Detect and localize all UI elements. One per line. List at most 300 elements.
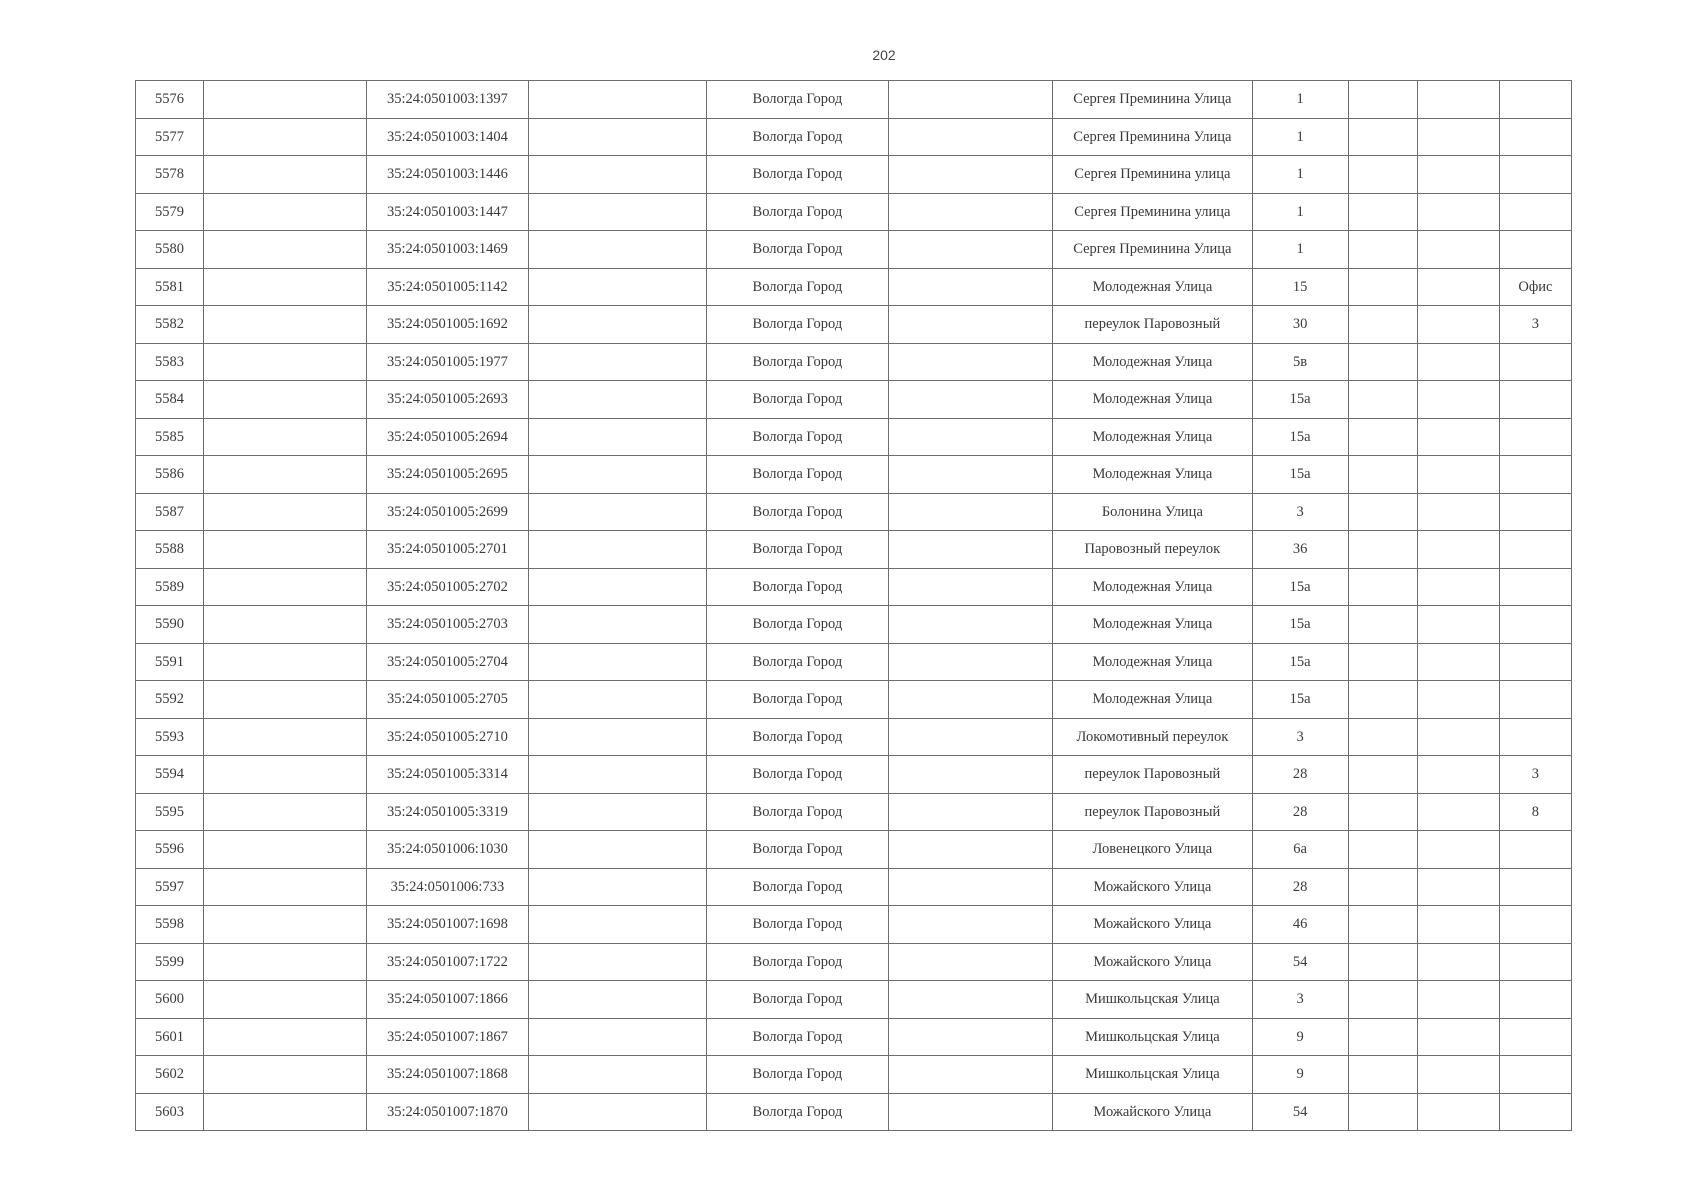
row-number-cell: 5576 bbox=[136, 81, 204, 119]
street-cell: Сергея Преминина улица bbox=[1053, 193, 1252, 231]
empty-cell bbox=[889, 81, 1053, 119]
street-cell: Сергея Преминина Улица bbox=[1053, 118, 1252, 156]
empty-cell bbox=[1348, 718, 1417, 756]
city-cell: Вологда Город bbox=[706, 981, 888, 1019]
empty-cell bbox=[528, 1056, 706, 1094]
empty-cell bbox=[1417, 681, 1499, 719]
empty-cell bbox=[1348, 156, 1417, 194]
empty-cell bbox=[889, 868, 1053, 906]
cadastral-number-cell: 35:24:0501005:2694 bbox=[367, 418, 528, 456]
table-row bbox=[136, 156, 1572, 194]
empty-cell bbox=[889, 418, 1053, 456]
empty-cell bbox=[528, 681, 706, 719]
empty-cell bbox=[889, 606, 1053, 644]
cadastral-number-cell: 35:24:0501003:1397 bbox=[367, 81, 528, 119]
house-number-cell: 54 bbox=[1252, 1093, 1348, 1131]
row-number-cell: 5577 bbox=[136, 118, 204, 156]
table-row bbox=[136, 981, 1572, 1019]
premises-cell bbox=[1499, 681, 1571, 719]
street-cell: Молодежная Улица bbox=[1053, 456, 1252, 494]
empty-cell bbox=[528, 231, 706, 269]
row-number-cell: 5599 bbox=[136, 943, 204, 981]
row-number-cell: 5581 bbox=[136, 268, 204, 306]
house-number-cell: 36 bbox=[1252, 531, 1348, 569]
city-cell: Вологда Город bbox=[706, 231, 888, 269]
house-number-cell: 15а bbox=[1252, 643, 1348, 681]
city-cell: Вологда Город bbox=[706, 793, 888, 831]
empty-cell bbox=[889, 981, 1053, 1019]
cadastral-number-cell: 35:24:0501006:733 bbox=[367, 868, 528, 906]
street-cell: Болонина Улица bbox=[1053, 493, 1252, 531]
city-cell: Вологда Город bbox=[706, 718, 888, 756]
row-number-cell: 5594 bbox=[136, 756, 204, 794]
premises-cell bbox=[1499, 943, 1571, 981]
empty-cell bbox=[1348, 268, 1417, 306]
empty-cell bbox=[204, 643, 367, 681]
empty-cell bbox=[1417, 1018, 1499, 1056]
premises-cell bbox=[1499, 1056, 1571, 1094]
house-number-cell: 3 bbox=[1252, 718, 1348, 756]
empty-cell bbox=[889, 493, 1053, 531]
city-cell: Вологда Город bbox=[706, 568, 888, 606]
table-body bbox=[136, 81, 1572, 1131]
empty-cell bbox=[528, 156, 706, 194]
house-number-cell: 15а bbox=[1252, 606, 1348, 644]
row-number-cell: 5601 bbox=[136, 1018, 204, 1056]
empty-cell bbox=[1348, 831, 1417, 869]
city-cell: Вологда Город bbox=[706, 1018, 888, 1056]
premises-cell bbox=[1499, 231, 1571, 269]
street-cell: Сергея Преминина Улица bbox=[1053, 81, 1252, 119]
empty-cell bbox=[1348, 418, 1417, 456]
page-number: 202 bbox=[872, 47, 896, 63]
empty-cell bbox=[1348, 906, 1417, 944]
house-number-cell: 28 bbox=[1252, 793, 1348, 831]
street-cell: Можайского Улица bbox=[1053, 868, 1252, 906]
empty-cell bbox=[204, 606, 367, 644]
row-number-cell: 5595 bbox=[136, 793, 204, 831]
empty-cell bbox=[889, 381, 1053, 419]
empty-cell bbox=[528, 756, 706, 794]
table-row bbox=[136, 381, 1572, 419]
cadastral-number-cell: 35:24:0501003:1469 bbox=[367, 231, 528, 269]
empty-cell bbox=[204, 456, 367, 494]
empty-cell bbox=[1348, 381, 1417, 419]
table-row bbox=[136, 831, 1572, 869]
house-number-cell: 6а bbox=[1252, 831, 1348, 869]
house-number-cell: 15а bbox=[1252, 418, 1348, 456]
row-number-cell: 5589 bbox=[136, 568, 204, 606]
empty-cell bbox=[1417, 118, 1499, 156]
empty-cell bbox=[528, 81, 706, 119]
cadastral-number-cell: 35:24:0501007:1868 bbox=[367, 1056, 528, 1094]
table-row bbox=[136, 568, 1572, 606]
empty-cell bbox=[528, 981, 706, 1019]
table-row bbox=[136, 606, 1572, 644]
street-cell: Молодежная Улица bbox=[1053, 343, 1252, 381]
cadastral-number-cell: 35:24:0501005:2693 bbox=[367, 381, 528, 419]
table-row bbox=[136, 306, 1572, 344]
empty-cell bbox=[204, 156, 367, 194]
empty-cell bbox=[1417, 868, 1499, 906]
empty-cell bbox=[204, 943, 367, 981]
empty-cell bbox=[1348, 493, 1417, 531]
empty-cell bbox=[889, 756, 1053, 794]
row-number-cell: 5600 bbox=[136, 981, 204, 1019]
empty-cell bbox=[204, 568, 367, 606]
cadastral-number-cell: 35:24:0501005:1692 bbox=[367, 306, 528, 344]
empty-cell bbox=[1348, 81, 1417, 119]
cadastral-number-cell: 35:24:0501007:1698 bbox=[367, 906, 528, 944]
premises-cell: 3 bbox=[1499, 306, 1571, 344]
street-cell: Можайского Улица bbox=[1053, 943, 1252, 981]
row-number-cell: 5588 bbox=[136, 531, 204, 569]
street-cell: Локомотивный переулок bbox=[1053, 718, 1252, 756]
empty-cell bbox=[889, 681, 1053, 719]
house-number-cell: 15 bbox=[1252, 268, 1348, 306]
empty-cell bbox=[1417, 568, 1499, 606]
empty-cell bbox=[204, 531, 367, 569]
table-row bbox=[136, 418, 1572, 456]
city-cell: Вологда Город bbox=[706, 418, 888, 456]
empty-cell bbox=[528, 268, 706, 306]
empty-cell bbox=[889, 831, 1053, 869]
empty-cell bbox=[1417, 156, 1499, 194]
street-cell: Можайского Улица bbox=[1053, 906, 1252, 944]
premises-cell bbox=[1499, 831, 1571, 869]
street-cell: Мишкольцская Улица bbox=[1053, 1018, 1252, 1056]
cadastral-number-cell: 35:24:0501003:1446 bbox=[367, 156, 528, 194]
house-number-cell: 15а bbox=[1252, 681, 1348, 719]
empty-cell bbox=[204, 718, 367, 756]
house-number-cell: 9 bbox=[1252, 1018, 1348, 1056]
empty-cell bbox=[1417, 268, 1499, 306]
city-cell: Вологда Город bbox=[706, 156, 888, 194]
empty-cell bbox=[528, 456, 706, 494]
street-cell: Молодежная Улица bbox=[1053, 643, 1252, 681]
row-number-cell: 5587 bbox=[136, 493, 204, 531]
empty-cell bbox=[528, 193, 706, 231]
row-number-cell: 5591 bbox=[136, 643, 204, 681]
street-cell: Сергея Преминина Улица bbox=[1053, 231, 1252, 269]
empty-cell bbox=[528, 531, 706, 569]
city-cell: Вологда Город bbox=[706, 643, 888, 681]
premises-cell bbox=[1499, 1093, 1571, 1131]
empty-cell bbox=[1417, 981, 1499, 1019]
house-number-cell: 54 bbox=[1252, 943, 1348, 981]
row-number-cell: 5586 bbox=[136, 456, 204, 494]
empty-cell bbox=[528, 568, 706, 606]
premises-cell bbox=[1499, 381, 1571, 419]
empty-cell bbox=[528, 906, 706, 944]
city-cell: Вологда Город bbox=[706, 868, 888, 906]
empty-cell bbox=[1348, 118, 1417, 156]
street-cell: Молодежная Улица bbox=[1053, 381, 1252, 419]
house-number-cell: 1 bbox=[1252, 231, 1348, 269]
row-number-cell: 5602 bbox=[136, 1056, 204, 1094]
table-row bbox=[136, 193, 1572, 231]
city-cell: Вологда Город bbox=[706, 906, 888, 944]
street-cell: Мишкольцская Улица bbox=[1053, 1056, 1252, 1094]
table-row bbox=[136, 268, 1572, 306]
empty-cell bbox=[528, 868, 706, 906]
street-cell: Молодежная Улица bbox=[1053, 268, 1252, 306]
empty-cell bbox=[528, 793, 706, 831]
row-number-cell: 5582 bbox=[136, 306, 204, 344]
premises-cell: 8 bbox=[1499, 793, 1571, 831]
empty-cell bbox=[1417, 418, 1499, 456]
empty-cell bbox=[528, 643, 706, 681]
empty-cell bbox=[1417, 606, 1499, 644]
table-row bbox=[136, 718, 1572, 756]
table-row bbox=[136, 868, 1572, 906]
cadastral-number-cell: 35:24:0501005:2703 bbox=[367, 606, 528, 644]
empty-cell bbox=[528, 493, 706, 531]
city-cell: Вологда Город bbox=[706, 831, 888, 869]
house-number-cell: 15а bbox=[1252, 456, 1348, 494]
empty-cell bbox=[1417, 1093, 1499, 1131]
empty-cell bbox=[204, 193, 367, 231]
empty-cell bbox=[1348, 868, 1417, 906]
empty-cell bbox=[204, 343, 367, 381]
empty-cell bbox=[1417, 343, 1499, 381]
row-number-cell: 5598 bbox=[136, 906, 204, 944]
empty-cell bbox=[889, 568, 1053, 606]
city-cell: Вологда Город bbox=[706, 118, 888, 156]
city-cell: Вологда Город bbox=[706, 943, 888, 981]
premises-cell bbox=[1499, 418, 1571, 456]
empty-cell bbox=[889, 1018, 1053, 1056]
empty-cell bbox=[528, 381, 706, 419]
empty-cell bbox=[204, 493, 367, 531]
empty-cell bbox=[1348, 193, 1417, 231]
premises-cell bbox=[1499, 156, 1571, 194]
empty-cell bbox=[1348, 643, 1417, 681]
empty-cell bbox=[1417, 306, 1499, 344]
empty-cell bbox=[528, 418, 706, 456]
house-number-cell: 9 bbox=[1252, 1056, 1348, 1094]
empty-cell bbox=[204, 1056, 367, 1094]
empty-cell bbox=[528, 831, 706, 869]
premises-cell bbox=[1499, 568, 1571, 606]
empty-cell bbox=[1417, 493, 1499, 531]
cadastral-number-cell: 35:24:0501005:3319 bbox=[367, 793, 528, 831]
empty-cell bbox=[889, 1056, 1053, 1094]
cadastral-number-cell: 35:24:0501005:2705 bbox=[367, 681, 528, 719]
empty-cell bbox=[1348, 606, 1417, 644]
house-number-cell: 1 bbox=[1252, 156, 1348, 194]
row-number-cell: 5592 bbox=[136, 681, 204, 719]
table-row bbox=[136, 943, 1572, 981]
empty-cell bbox=[528, 306, 706, 344]
street-cell: Ловенецкого Улица bbox=[1053, 831, 1252, 869]
empty-cell bbox=[1417, 756, 1499, 794]
premises-cell bbox=[1499, 1018, 1571, 1056]
premises-cell bbox=[1499, 906, 1571, 944]
empty-cell bbox=[204, 1018, 367, 1056]
house-number-cell: 5в bbox=[1252, 343, 1348, 381]
row-number-cell: 5578 bbox=[136, 156, 204, 194]
house-number-cell: 46 bbox=[1252, 906, 1348, 944]
empty-cell bbox=[1348, 1018, 1417, 1056]
city-cell: Вологда Город bbox=[706, 343, 888, 381]
house-number-cell: 1 bbox=[1252, 193, 1348, 231]
house-number-cell: 15а bbox=[1252, 568, 1348, 606]
cadastral-number-cell: 35:24:0501005:2704 bbox=[367, 643, 528, 681]
premises-cell bbox=[1499, 981, 1571, 1019]
empty-cell bbox=[889, 456, 1053, 494]
premises-cell: Офис bbox=[1499, 268, 1571, 306]
city-cell: Вологда Город bbox=[706, 681, 888, 719]
empty-cell bbox=[1348, 1056, 1417, 1094]
street-cell: переулок Паровозный bbox=[1053, 793, 1252, 831]
cadastral-number-cell: 35:24:0501005:2710 bbox=[367, 718, 528, 756]
table-row bbox=[136, 793, 1572, 831]
table-row bbox=[136, 643, 1572, 681]
empty-cell bbox=[889, 193, 1053, 231]
street-cell: Можайского Улица bbox=[1053, 1093, 1252, 1131]
empty-cell bbox=[1348, 943, 1417, 981]
premises-cell: 3 bbox=[1499, 756, 1571, 794]
street-cell: переулок Паровозный bbox=[1053, 756, 1252, 794]
table-row bbox=[136, 81, 1572, 119]
empty-cell bbox=[204, 981, 367, 1019]
table-row bbox=[136, 531, 1572, 569]
house-number-cell: 15а bbox=[1252, 381, 1348, 419]
city-cell: Вологда Город bbox=[706, 456, 888, 494]
city-cell: Вологда Город bbox=[706, 493, 888, 531]
table-row bbox=[136, 456, 1572, 494]
empty-cell bbox=[1417, 381, 1499, 419]
empty-cell bbox=[204, 868, 367, 906]
city-cell: Вологда Город bbox=[706, 756, 888, 794]
premises-cell bbox=[1499, 81, 1571, 119]
table-row bbox=[136, 343, 1572, 381]
street-cell: Молодежная Улица bbox=[1053, 606, 1252, 644]
empty-cell bbox=[204, 381, 367, 419]
empty-cell bbox=[204, 118, 367, 156]
row-number-cell: 5593 bbox=[136, 718, 204, 756]
empty-cell bbox=[1348, 306, 1417, 344]
row-number-cell: 5585 bbox=[136, 418, 204, 456]
premises-cell bbox=[1499, 868, 1571, 906]
table-row bbox=[136, 1056, 1572, 1094]
empty-cell bbox=[1348, 343, 1417, 381]
row-number-cell: 5583 bbox=[136, 343, 204, 381]
row-number-cell: 5596 bbox=[136, 831, 204, 869]
cadastral-number-cell: 35:24:0501005:3314 bbox=[367, 756, 528, 794]
empty-cell bbox=[528, 606, 706, 644]
empty-cell bbox=[889, 306, 1053, 344]
premises-cell bbox=[1499, 606, 1571, 644]
row-number-cell: 5597 bbox=[136, 868, 204, 906]
empty-cell bbox=[528, 343, 706, 381]
empty-cell bbox=[889, 531, 1053, 569]
cadastral-number-cell: 35:24:0501005:2695 bbox=[367, 456, 528, 494]
cadastral-number-cell: 35:24:0501005:1142 bbox=[367, 268, 528, 306]
cadastral-number-cell: 35:24:0501003:1447 bbox=[367, 193, 528, 231]
empty-cell bbox=[1348, 231, 1417, 269]
empty-cell bbox=[1348, 981, 1417, 1019]
cadastral-number-cell: 35:24:0501005:2701 bbox=[367, 531, 528, 569]
empty-cell bbox=[204, 268, 367, 306]
empty-cell bbox=[204, 81, 367, 119]
city-cell: Вологда Город bbox=[706, 1093, 888, 1131]
city-cell: Вологда Город bbox=[706, 268, 888, 306]
cadastral-number-cell: 35:24:0501007:1866 bbox=[367, 981, 528, 1019]
empty-cell bbox=[1417, 193, 1499, 231]
city-cell: Вологда Город bbox=[706, 606, 888, 644]
empty-cell bbox=[204, 831, 367, 869]
house-number-cell: 3 bbox=[1252, 493, 1348, 531]
house-number-cell: 28 bbox=[1252, 756, 1348, 794]
street-cell: Молодежная Улица bbox=[1053, 418, 1252, 456]
city-cell: Вологда Город bbox=[706, 531, 888, 569]
house-number-cell: 3 bbox=[1252, 981, 1348, 1019]
empty-cell bbox=[1417, 456, 1499, 494]
empty-cell bbox=[889, 118, 1053, 156]
empty-cell bbox=[528, 943, 706, 981]
empty-cell bbox=[889, 343, 1053, 381]
cadastral-number-cell: 35:24:0501003:1404 bbox=[367, 118, 528, 156]
empty-cell bbox=[1348, 793, 1417, 831]
cadastral-number-cell: 35:24:0501007:1870 bbox=[367, 1093, 528, 1131]
empty-cell bbox=[889, 943, 1053, 981]
empty-cell bbox=[1417, 643, 1499, 681]
cadastral-number-cell: 35:24:0501005:2699 bbox=[367, 493, 528, 531]
empty-cell bbox=[889, 643, 1053, 681]
row-number-cell: 5590 bbox=[136, 606, 204, 644]
table-row bbox=[136, 681, 1572, 719]
city-cell: Вологда Город bbox=[706, 193, 888, 231]
empty-cell bbox=[1417, 793, 1499, 831]
premises-cell bbox=[1499, 456, 1571, 494]
premises-cell bbox=[1499, 193, 1571, 231]
row-number-cell: 5584 bbox=[136, 381, 204, 419]
street-cell: Молодежная Улица bbox=[1053, 681, 1252, 719]
empty-cell bbox=[204, 906, 367, 944]
house-number-cell: 30 bbox=[1252, 306, 1348, 344]
empty-cell bbox=[1417, 718, 1499, 756]
street-cell: Молодежная Улица bbox=[1053, 568, 1252, 606]
empty-cell bbox=[204, 1093, 367, 1131]
empty-cell bbox=[1348, 681, 1417, 719]
empty-cell bbox=[889, 906, 1053, 944]
table-row bbox=[136, 906, 1572, 944]
empty-cell bbox=[1348, 456, 1417, 494]
cadastral-number-cell: 35:24:0501007:1867 bbox=[367, 1018, 528, 1056]
empty-cell bbox=[1348, 1093, 1417, 1131]
premises-cell bbox=[1499, 531, 1571, 569]
city-cell: Вологда Город bbox=[706, 306, 888, 344]
empty-cell bbox=[1348, 568, 1417, 606]
house-number-cell: 1 bbox=[1252, 118, 1348, 156]
empty-cell bbox=[1348, 531, 1417, 569]
cadastral-number-cell: 35:24:0501006:1030 bbox=[367, 831, 528, 869]
empty-cell bbox=[528, 1093, 706, 1131]
city-cell: Вологда Город bbox=[706, 81, 888, 119]
empty-cell bbox=[889, 231, 1053, 269]
property-registry-table bbox=[135, 80, 1572, 1131]
city-cell: Вологда Город bbox=[706, 1056, 888, 1094]
empty-cell bbox=[889, 1093, 1053, 1131]
empty-cell bbox=[204, 418, 367, 456]
empty-cell bbox=[1417, 831, 1499, 869]
premises-cell bbox=[1499, 118, 1571, 156]
empty-cell bbox=[204, 681, 367, 719]
empty-cell bbox=[1417, 231, 1499, 269]
street-cell: переулок Паровозный bbox=[1053, 306, 1252, 344]
